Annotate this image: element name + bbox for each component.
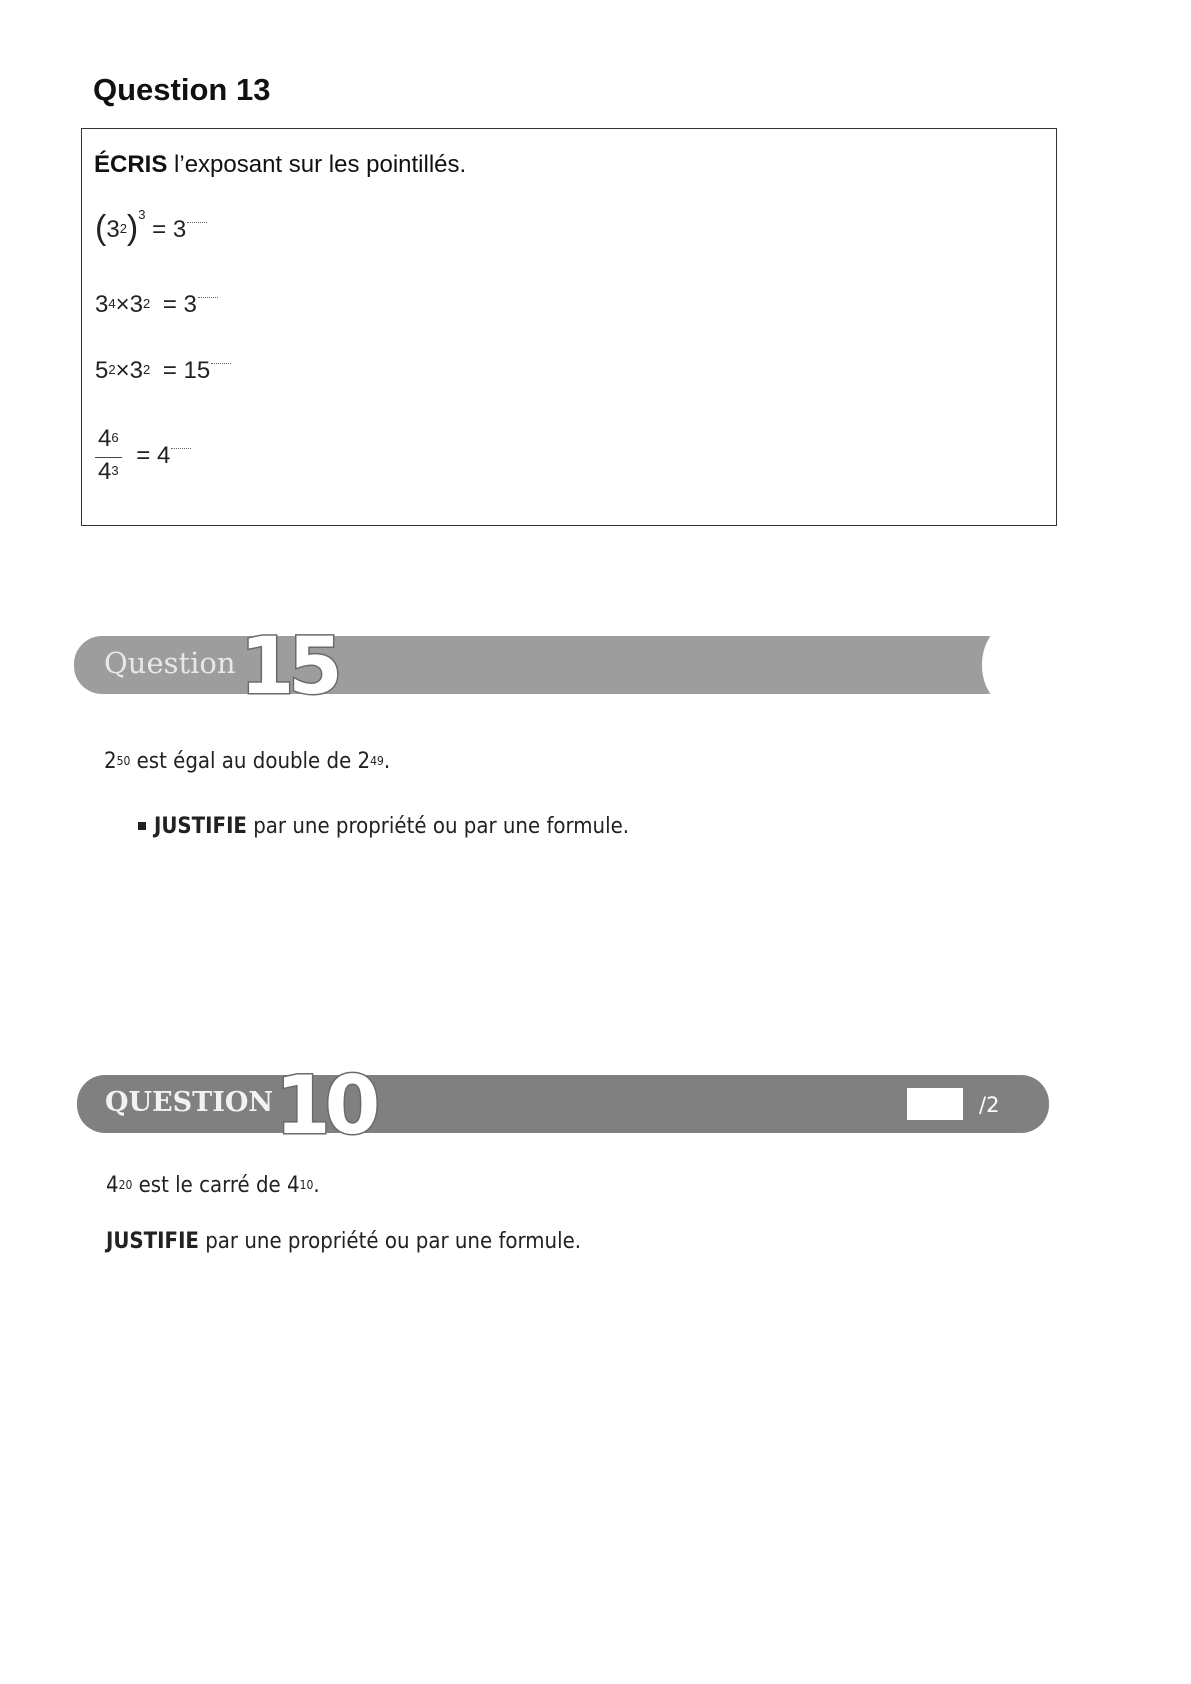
eq3-a-exponent: 2 bbox=[108, 362, 116, 377]
question-10-number: 10 bbox=[275, 1059, 375, 1152]
eq2-a: 3 bbox=[95, 291, 109, 318]
question-13-instruction bbox=[94, 151, 466, 179]
eq3-a: 5 bbox=[95, 357, 109, 384]
eq1-answer-blank[interactable] bbox=[187, 222, 207, 223]
eq1-inner-exponent: 2 bbox=[119, 221, 127, 236]
eq2-answer-blank[interactable] bbox=[198, 297, 218, 298]
eq2-a-exponent: 4 bbox=[108, 296, 116, 311]
eq4-numerator: 4 bbox=[98, 425, 112, 452]
question-10-instruction: JUSTIFIE par une propriété ou par une formule. bbox=[106, 1229, 582, 1254]
score-total: /2 bbox=[979, 1093, 1000, 1117]
eq1-outer-exponent: 3 bbox=[138, 207, 146, 222]
instruction-verb: ÉCRIS bbox=[94, 151, 168, 178]
eq1-rhs: = 3 bbox=[152, 216, 187, 243]
eq3-answer-blank[interactable] bbox=[211, 363, 231, 364]
eq4-rhs: = 4 bbox=[136, 441, 171, 469]
eq2-b: 3 bbox=[129, 291, 143, 318]
question-10-statement: $4^{20}$ est le carré de $4^{10}$. bbox=[106, 1173, 320, 1198]
question-10-banner bbox=[77, 1059, 1049, 1152]
eq2-rhs: = 3 bbox=[162, 291, 197, 318]
question-15-banner bbox=[74, 622, 1014, 712]
eq2-b-exponent: 2 bbox=[142, 296, 151, 311]
eq4-numerator-exponent: 6 bbox=[111, 430, 119, 445]
eq4-fraction bbox=[95, 424, 122, 489]
instruction-text: l’exposant sur les pointillés. bbox=[167, 151, 467, 178]
eq2-operator: × bbox=[115, 291, 130, 318]
question-15-number: 15 bbox=[240, 622, 337, 712]
equation-4 bbox=[95, 424, 191, 489]
eq4-denominator-exponent: 3 bbox=[111, 463, 119, 478]
eq3-operator: × bbox=[115, 357, 130, 384]
question-15-label: Question bbox=[104, 646, 236, 680]
eq3-b-exponent: 2 bbox=[142, 362, 151, 377]
eq3-b: 3 bbox=[129, 357, 143, 384]
question-13-box bbox=[81, 128, 1057, 526]
question-10-label: QUESTION bbox=[105, 1087, 274, 1118]
score-input-box[interactable] bbox=[907, 1088, 963, 1120]
equation-3 bbox=[95, 357, 231, 385]
eq1-base: 3 bbox=[106, 216, 120, 243]
bullet-square-icon bbox=[138, 822, 146, 830]
eq4-denominator: 4 bbox=[98, 458, 112, 485]
equation-2 bbox=[95, 291, 218, 319]
equation-1: $(3^2)^3 = 3$ bbox=[95, 207, 207, 246]
eq3-rhs: = 15 bbox=[162, 357, 211, 384]
question-13-title: Question 13 bbox=[93, 72, 271, 107]
eq4-answer-blank[interactable] bbox=[171, 448, 191, 449]
question-15-statement: $2^{50}$ est égal au double de $2^{49}$. bbox=[104, 749, 391, 774]
question-15-instruction: JUSTIFIE par une propriété ou par une formule. bbox=[138, 814, 629, 839]
